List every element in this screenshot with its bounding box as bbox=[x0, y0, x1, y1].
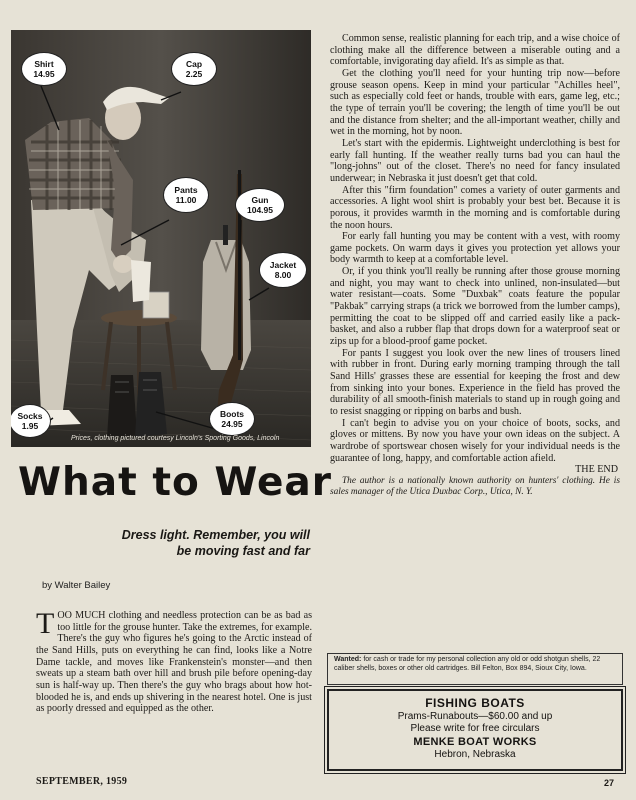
hunter-photo-illustration bbox=[11, 30, 311, 447]
callout-cap-price: 2.25 bbox=[185, 69, 203, 79]
callout-jacket bbox=[259, 252, 307, 288]
callout-pants bbox=[163, 177, 209, 213]
paragraph: Let's start with the epidermis. Lightweight underclothing is best for early fall hunting. If the weather really turns bad you can haul the "long-johns" out of the closet. There's no need for fancy insulated underwear; in Nebraska it just doesn't get that cold. bbox=[330, 137, 620, 184]
paragraph: Common sense, realistic planning for each trip, and a wise choice of clothing make all the difference between a miserable outing and a comfortable, invigorating day afield. It's as simple as that. bbox=[330, 33, 620, 68]
callout-socks-price: 1.95 bbox=[21, 421, 39, 431]
callout-cap bbox=[171, 52, 217, 86]
photo-credit: Prices, clothing pictured courtesy Lincoln's Sporting Goods, Lincoln bbox=[71, 435, 280, 442]
wanted-text: for cash or trade for my personal collection any old or odd shotgun shells, 22 caliber shells, boxes or other old cartridges. Bill Felton, Box 894, Sioux City, Iowa. bbox=[334, 656, 601, 672]
article-byline: by Walter Bailey bbox=[42, 580, 111, 591]
boat-ad-company: MENKE BOAT WORKS bbox=[413, 736, 537, 748]
paragraph: After this "firm foundation" comes a variety of outer garments and accessories. A light wool shirt is probably your best bet. Because it is porous, it provides warmth in the morning and is comfortable during the noon hours. bbox=[330, 184, 620, 231]
page-number: 27 bbox=[604, 778, 615, 788]
callout-shirt-item: Shirt bbox=[34, 59, 54, 69]
callout-boots-item: Boots bbox=[219, 409, 245, 419]
paragraph: Or, if you think you'll really be running after those grouse morning and night, you may want to check into unlined, non-insulated—but water resistant—coats. Some "Duxbak" coats feature the popular "Pakbak" carrying straps (a trick we borrowed from the lumber camps), permitting the coat to be slipped off and carried easily like a pack-basket, and also a rubber flap that drops down for a waterproof seat or zips up for a blood-proof game pocket. bbox=[330, 266, 620, 348]
boat-ad-location: Hebron, Nebraska bbox=[434, 749, 516, 760]
callout-pants-price: 11.00 bbox=[175, 195, 197, 205]
callout-gun bbox=[235, 188, 285, 222]
paragraph: Get the clothing you'll need for your hunting trip now—before grouse season opens. Keep in mind your particular "Achilles heel", such as especially cold feet or hands, trouble with ears, game leg, etc.; the type of terrain you'll be covering; the length of time you'll be out and the distance from shelter; and the all-important weather, chilly and wet in the morning, hot by noon. bbox=[330, 67, 620, 138]
boat-ad-line2: Please write for free circulars bbox=[410, 723, 540, 734]
callout-pants-item: Pants bbox=[174, 185, 198, 195]
intro-text: OO MUCH clothing and needless protection can be as bad as too little for the grouse hunter. Take the extremes, for example. There's the guy who figures he's going to the Arctic instead of the Sand Hills, puts on everything he can find, looks like a Notre Dame tackle, and moves like Frankenstein's monster—and then sweats up a steam bath over hill and brush pile before opening-day sun is half-way up. Then there's the guy who brags about how hot-blooded he is, and ends up shivering in the nearest hotel. One is just as poorly dressed and equipped as the other. bbox=[36, 610, 312, 715]
boat-ad-title: FISHING BOATS bbox=[425, 696, 525, 710]
callout-boots-price: 24.95 bbox=[221, 419, 243, 429]
wanted-ad bbox=[327, 653, 623, 685]
paragraph: I can't begin to advise you on your choice of boots, socks, and gloves or mittens. By now you have your own ideas on the subject. A wardrobe of sportswear chosen wisely for your individual needs is the guarantee of long, happy, and comfortable action afield. bbox=[330, 417, 620, 464]
callout-shirt-price: 14.95 bbox=[33, 69, 55, 79]
paragraph: For pants I suggest you look over the new lines of trousers lined with rubber in front. During early morning tramping through the tall Sand Hills' grasses these are essential for keeping the frost and dew from sinking into your bones. Experience in the field has proved the durability of all smooth-finish materials to stand up in rough going and to resist snagging or ripping on barbs and bush. bbox=[330, 347, 620, 417]
callout-cap-item: Cap bbox=[185, 59, 203, 69]
author-bio: The author is a nationally known authority on hunters' clothing. He is sales manager of the Utica Duxbac Corp., Utica, N. Y. bbox=[330, 475, 620, 497]
callout-jacket-item: Jacket bbox=[269, 260, 297, 270]
the-end: THE END bbox=[575, 464, 618, 476]
drop-cap: T bbox=[36, 607, 55, 640]
right-column bbox=[330, 33, 620, 498]
intro-paragraph bbox=[36, 607, 312, 715]
article-deck: Dress light. Remember, you will be moving fast and far bbox=[121, 528, 310, 558]
callout-jacket-price: 8.00 bbox=[274, 270, 292, 280]
left-column bbox=[36, 607, 312, 715]
wanted-label: Wanted: bbox=[334, 656, 362, 663]
callout-socks bbox=[11, 404, 51, 438]
callout-boots bbox=[209, 402, 255, 436]
article-title: What to Wear bbox=[18, 460, 332, 505]
callout-gun-item: Gun bbox=[251, 195, 269, 205]
callout-shirt bbox=[21, 52, 67, 86]
paragraph: For early fall hunting you may be content with a vest, with roomy game pockets. On warm days it gives you protection yet allows your body warmth to keep at a comfortable level. bbox=[330, 231, 620, 266]
issue-date: SEPTEMBER, 1959 bbox=[36, 776, 128, 787]
callout-gun-price: 104.95 bbox=[247, 205, 273, 215]
hunter-photo bbox=[11, 30, 311, 447]
callout-socks-item: Socks bbox=[17, 411, 43, 421]
boat-ad bbox=[327, 689, 623, 771]
boat-ad-line1: Prams-Runabouts—$60.00 and up bbox=[397, 711, 553, 722]
